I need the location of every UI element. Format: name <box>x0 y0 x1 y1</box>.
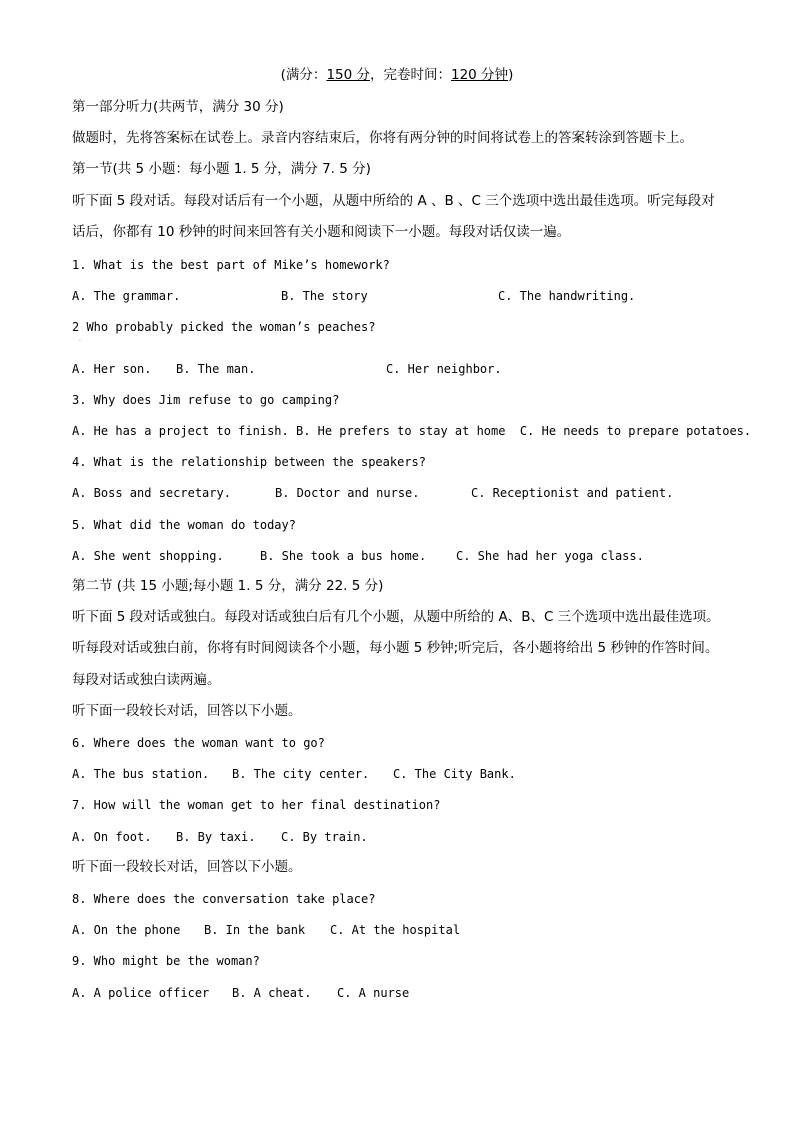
q4-option-c: C. Receptionist and patient. <box>471 486 674 500</box>
section2-instruction-line1: 听下面 5 段对话或独白。每段对话或独白后有几个小题，从题中所给的 A、B、C 三个选项中选出最佳选项。 <box>72 609 720 625</box>
header-open: (满分： <box>280 67 327 83</box>
q4-option-b: B. Doctor and nurse. <box>275 486 420 500</box>
q5-option-c: C. She had her yoga class. <box>456 549 644 563</box>
section1-title: 第一节(共 5 小题：每小题 1. 5 分，满分 7. 5 分) <box>72 161 371 177</box>
q6-options <box>72 765 516 783</box>
dialog-intro-1: 听下面一段较长对话，回答以下小题。 <box>72 703 302 719</box>
q4-option-a: A. Boss and secretary. <box>72 486 231 500</box>
q3-options: A. He has a project to finish. B. He prefers to stay at home C. He needs to prepare potatoes. <box>72 424 752 438</box>
exam-time: 120 分钟 <box>451 67 509 83</box>
q7-option-b: B. By taxi. <box>176 830 256 844</box>
header-close: ) <box>508 67 514 83</box>
q2-question: 2 Who probably picked the woman’s peaches? <box>72 320 376 334</box>
q8-question: 8. Where does the conversation take place? <box>72 892 376 906</box>
q8-option-a: A. On the phone <box>72 923 181 937</box>
q6-option-a: A. The bus station. <box>72 767 210 781</box>
dialog-intro-2: 听下面一段较长对话，回答以下小题。 <box>72 859 302 875</box>
section1-instruction-line2: 话后，你都有 10 秒钟的时间来回答有关小题和阅读下一小题。每段对话仅读一遍。 <box>72 224 571 240</box>
q9-option-c: C. A nurse <box>337 986 410 1000</box>
exam-header <box>0 66 794 84</box>
q5-question: 5. What did the woman do today? <box>72 518 296 532</box>
stray-mark: · <box>79 338 81 345</box>
q6-question: 6. Where does the woman want to go? <box>72 736 325 750</box>
section2-instruction-line3: 每段对话或独白读两遍。 <box>72 672 221 688</box>
q9-question: 9. Who might be the woman? <box>72 954 260 968</box>
q9-option-b: B. A cheat. <box>232 986 312 1000</box>
section1-instruction-line1: 听下面 5 段对话。每段对话后有一个小题，从题中所给的 A 、B 、C 三个选项中选出最佳选项。听完每段对 <box>72 193 715 209</box>
q1-option-b: B. The story <box>281 289 368 303</box>
section2-title: 第二节 (共 15 小题;每小题 1. 5 分，满分 22. 5 分) <box>72 578 384 594</box>
q8-option-b: B. In the bank <box>204 923 306 937</box>
q7-option-c: C. By train. <box>281 830 368 844</box>
q6-option-b: B. The city center. <box>232 767 370 781</box>
q5-option-a: A. She went shopping. <box>72 549 224 563</box>
q1-option-c: C. The handwriting. <box>498 289 636 303</box>
q4-question: 4. What is the relationship between the speakers? <box>72 455 427 469</box>
full-score: 150 分 <box>326 67 370 83</box>
q2-option-c: C. Her neighbor. <box>386 362 502 376</box>
q1-options <box>72 287 635 305</box>
q9-options <box>72 984 409 1002</box>
q2-options <box>72 360 502 378</box>
q7-options <box>72 828 368 846</box>
q5-options <box>72 547 644 565</box>
q2-option-b: B. The man. <box>176 362 256 376</box>
q6-option-c: C. The City Bank. <box>393 767 516 781</box>
part1-instruction: 做题时，先将答案标在试卷上。录音内容结束后，你将有两分钟的时间将试卷上的答案转涂到答题卡上。 <box>72 130 693 146</box>
q1-option-a: A. The grammar. <box>72 289 181 303</box>
q8-options <box>72 921 460 939</box>
part1-title: 第一部分听力(共两节，满分 30 分) <box>72 99 284 115</box>
q5-option-b: B. She took a bus home. <box>260 549 427 563</box>
q4-options <box>72 484 673 502</box>
q8-option-c: C. At the hospital <box>330 923 461 937</box>
q2-option-a: A. Her son. <box>72 362 152 376</box>
q7-question: 7. How will the woman get to her final destination? <box>72 798 441 812</box>
q1-question: 1. What is the best part of Mike’s homework? <box>72 258 390 272</box>
q7-option-a: A. On foot. <box>72 830 152 844</box>
q3-question: 3. Why does Jim refuse to go camping? <box>72 393 340 407</box>
section2-instruction-line2: 听每段对话或独白前，你将有时间阅读各个小题，每小题 5 秒钟;听完后，各小题将给出 5 秒钟的作答时间。 <box>72 640 719 656</box>
header-mid: ，完卷时间： <box>370 67 451 83</box>
q9-option-a: A. A police officer <box>72 986 210 1000</box>
